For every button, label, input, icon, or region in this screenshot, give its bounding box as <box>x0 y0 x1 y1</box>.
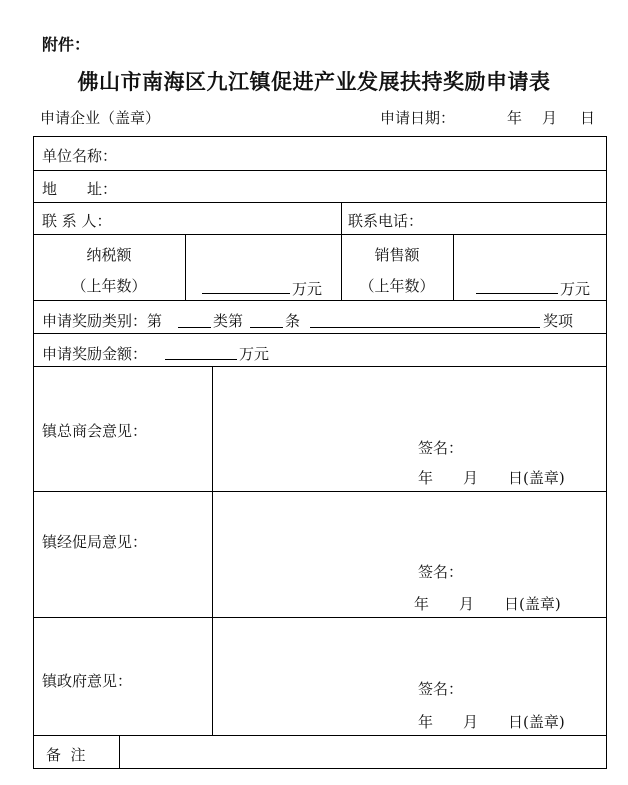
date-year: 年 <box>507 109 523 127</box>
category-item-blank <box>310 327 540 328</box>
economic-opinion-label: 镇经促局意见： <box>42 533 148 551</box>
applicant-label: 申请企业（盖章） <box>40 109 161 127</box>
economic-date-seal: 年 月 日(盖章) <box>414 595 561 613</box>
unit-name-label: 单位名称： <box>42 147 118 165</box>
date-label: 申请日期： <box>380 109 456 127</box>
amount-unit: 万元 <box>239 345 270 363</box>
government-date-seal: 年 月 日(盖章) <box>418 713 565 731</box>
tax-sub-label: （上年数） <box>71 277 147 295</box>
sales-unit: 万元 <box>560 280 591 298</box>
remarks-label: 备 注 <box>46 746 86 764</box>
category-class-blank <box>178 327 211 328</box>
category-tiao: 条 <box>285 312 301 330</box>
tax-amount-blank <box>202 293 290 294</box>
chamber-date-seal: 年 月 日(盖章) <box>418 469 565 487</box>
category-article-blank <box>250 327 283 328</box>
sales-label: 销售额 <box>374 246 420 264</box>
sales-sub-label: （上年数） <box>359 277 435 295</box>
government-opinion-label: 镇政府意见： <box>42 672 133 690</box>
economic-sign-label: 签名： <box>418 563 464 581</box>
page-title: 佛山市南海区九江镇促进产业发展扶持奖励申请表 <box>77 70 551 94</box>
sales-amount-blank <box>476 293 558 294</box>
chamber-opinion-label: 镇总商会意见： <box>42 422 148 440</box>
contact-phone-label: 联系电话： <box>348 212 424 230</box>
address-label: 地 址： <box>42 180 118 198</box>
amount-label: 申请奖励金额： <box>42 345 148 363</box>
attachment-label: 附件： <box>42 35 91 54</box>
category-item: 奖项 <box>543 312 574 330</box>
date-day: 日 <box>580 109 596 127</box>
contact-person-label: 联 系 人： <box>42 212 112 230</box>
tax-label: 纳税额 <box>86 246 132 264</box>
chamber-sign-label: 签名： <box>418 439 464 457</box>
category-label: 申请奖励类别：第 <box>42 312 163 330</box>
category-lei: 类第 <box>213 312 244 330</box>
government-sign-label: 签名： <box>418 680 464 698</box>
amount-blank <box>165 359 237 360</box>
tax-unit: 万元 <box>292 280 323 298</box>
date-month: 月 <box>542 109 558 127</box>
